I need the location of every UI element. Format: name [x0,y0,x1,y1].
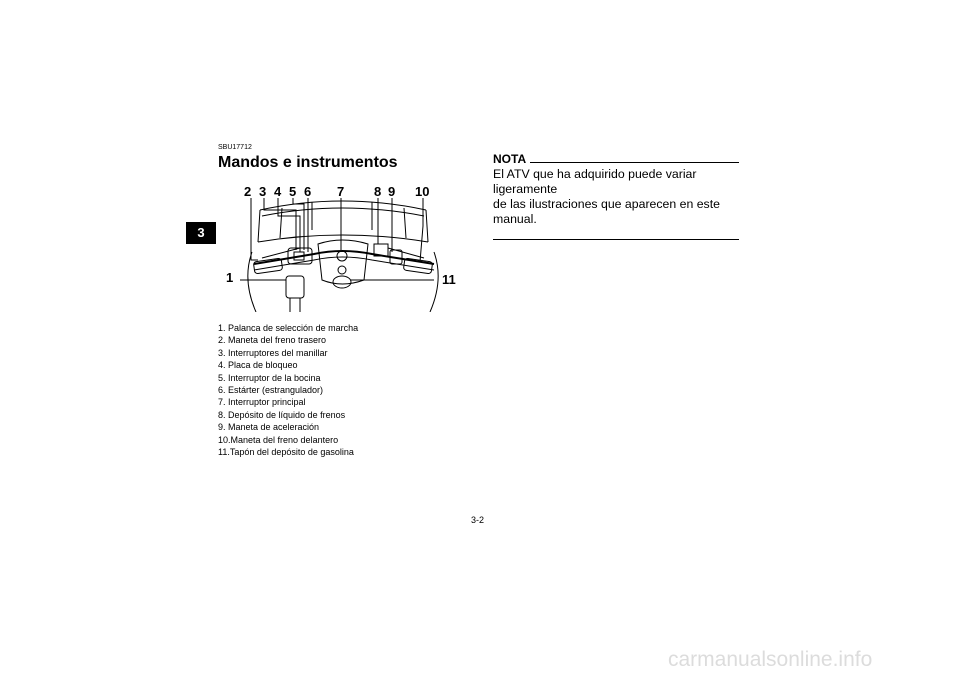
callout-label: 7 [337,184,345,199]
page-number: 3-2 [471,515,485,525]
note-bottom-rule [493,239,739,240]
callout-label: 4 [274,184,282,199]
callout-label: 6 [304,184,312,199]
callout-label: 9 [388,184,396,199]
legend-item: 4. Placa de bloqueo [218,360,298,371]
legend-item: 10.Maneta del freno delantero [218,434,339,445]
callout-label: 8 [374,184,382,199]
callout-label: 2 [244,184,252,199]
callout-label: 11 [442,272,456,287]
handlebar-illustration [222,180,464,312]
section-code: SBU17712 [218,144,252,151]
section-title: Mandos e instrumentos [218,154,398,171]
legend-item: 5. Interruptor de la bocina [218,372,321,383]
legend-item: 6. Estárter (estrangulador) [218,385,324,396]
legend-item: 2. Maneta del freno trasero [218,335,327,346]
note-box [493,152,739,240]
callout-label: 1 [226,270,234,285]
note-label: NOTA [493,152,527,166]
callout-label: 5 [289,184,297,199]
note-line-2: de las ilustraciones que aparecen en este manual. [493,197,720,226]
chapter-tab: 3 [186,222,216,244]
legend-item: 8. Depósito de líquido de frenos [218,409,346,420]
callout-label: 3 [259,184,267,199]
callout-label: 10 [415,184,430,199]
legend-item: 11.Tapón del depósito de gasolina [218,447,354,458]
note-rule [530,162,739,163]
legend-item: 1. Palanca de selección de marcha [218,323,359,333]
note-line-1: El ATV que ha adquirido puede variar ligeramente [493,167,697,196]
legend-item: 3. Interruptores del manillar [218,347,328,358]
watermark: carmanualsonline.info [668,648,873,671]
legend-item: 9. Maneta de aceleración [218,422,320,433]
note-text [493,167,739,227]
figure-legend [218,322,358,458]
legend-item: 7. Interruptor principal [218,397,306,408]
